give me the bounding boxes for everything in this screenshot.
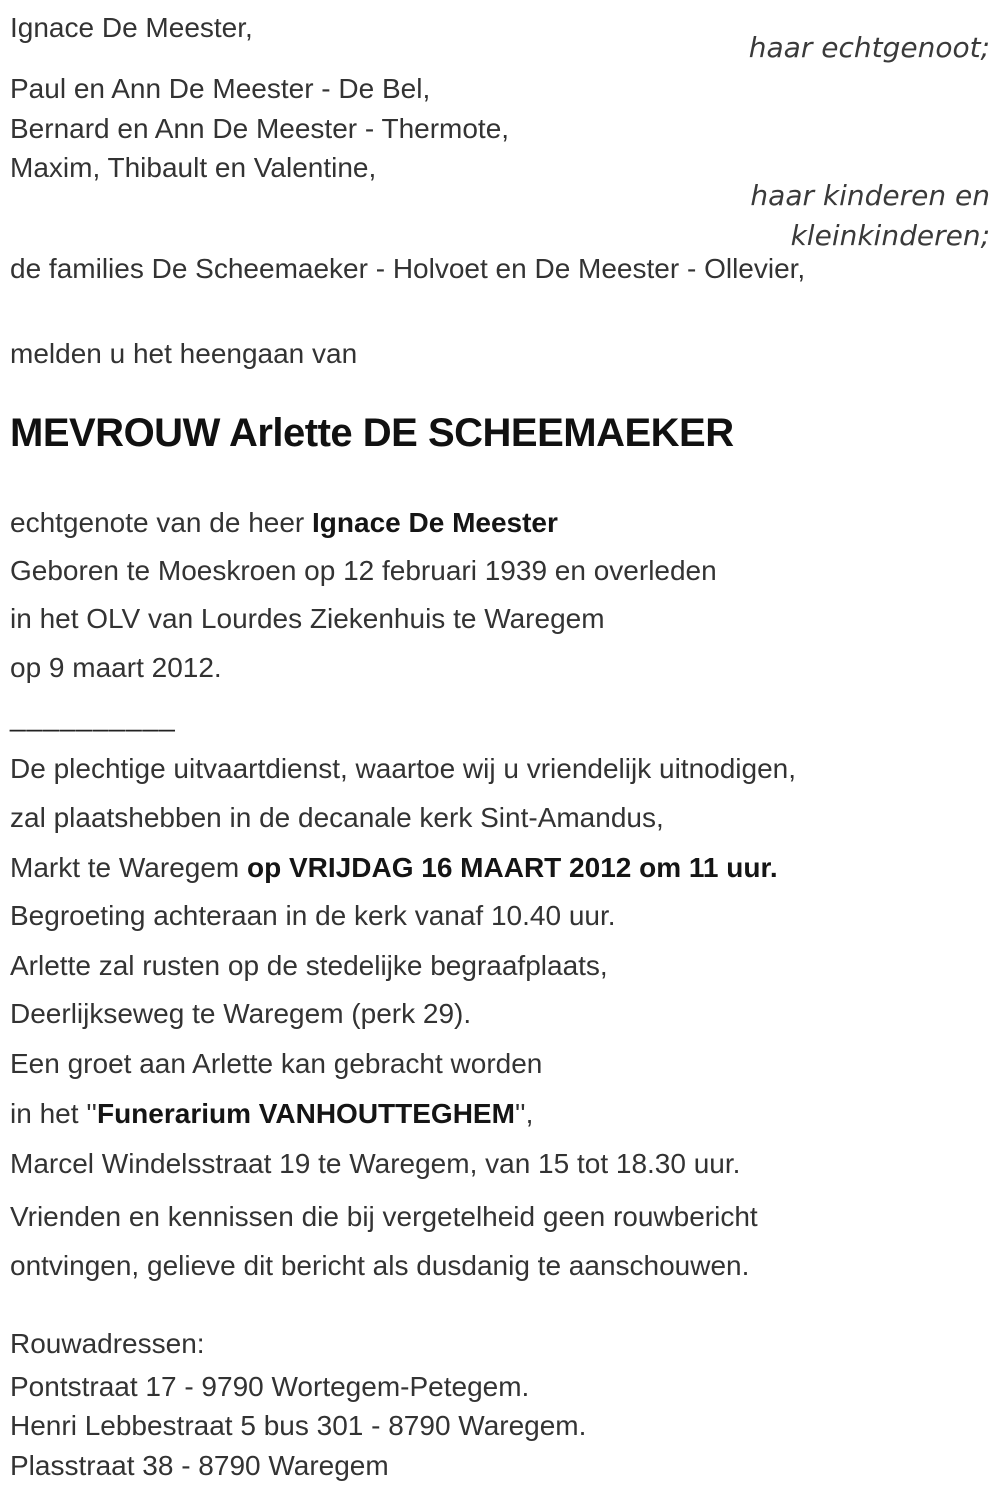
address-line-3: Plasstraat 38 - 8790 Waregem (10, 1450, 389, 1481)
service-line-11: ontvingen, gelieve dit bericht als dusdanig te aanschouwen. (10, 1250, 750, 1281)
service-line-3-prefix: Markt te Waregem (10, 852, 248, 883)
service-line-4: Begroeting achteraan in de kerk vanaf 10.40 uur. (10, 900, 616, 931)
spouse-name-bold: Ignace De Meester (312, 507, 558, 538)
mourner-children-line-1: Paul en Ann De Meester - De Bel, (10, 73, 431, 104)
service-line-8 (10, 1097, 990, 1131)
service-line-5: Arlette zal rusten op de stedelijke begraafplaats, (10, 950, 608, 981)
spouse-line (10, 506, 990, 540)
addresses-label: Rouwadressen: (10, 1328, 205, 1359)
death-date-line: op 9 maart 2012. (10, 652, 222, 683)
deceased-name-heading: MEVROUW Arlette DE SCHEEMAEKER (10, 411, 734, 455)
announcement-line: melden u het heengaan van (10, 338, 358, 369)
mourner-children-line-3: Maxim, Thibault en Valentine, (10, 152, 377, 183)
service-line-1: De plechtige uitvaartdienst, waartoe wij u vriendelijk uitnodigen, (10, 753, 796, 784)
service-line-2: zal plaatshebben in de decanale kerk Sint-Amandus, (10, 802, 664, 833)
service-line-8-suffix: '', (514, 1098, 534, 1129)
mourner-families-line: de families De Scheemaeker - Holvoet en De Meester - Ollevier, (10, 253, 806, 284)
hospital-line: in het OLV van Lourdes Ziekenhuis te Waregem (10, 603, 605, 634)
funeral-home-name-bold: Funerarium VANHOUTTEGHEM (96, 1098, 515, 1129)
service-line-9: Marcel Windelsstraat 19 te Waregem, van 15 tot 18.30 uur. (10, 1148, 741, 1179)
address-line-2: Henri Lebbestraat 5 bus 301 - 8790 Waregem. (10, 1410, 587, 1441)
relation-children-label-1: haar kinderen en (750, 179, 990, 212)
service-date-bold: op VRIJDAG 16 MAART 2012 om 11 uur. (247, 852, 778, 883)
service-line-6: Deerlijkseweg te Waregem (perk 29). (10, 998, 472, 1029)
service-line-3 (10, 851, 990, 885)
mourner-husband-line: Ignace De Meester, (10, 12, 253, 43)
spouse-line-prefix: echtgenote van de heer (10, 507, 313, 538)
service-line-10: Vrienden en kennissen die bij vergetelheid geen rouwbericht (10, 1201, 758, 1232)
separator-line: __________ (10, 701, 176, 732)
birth-line: Geboren te Moeskroen op 12 februari 1939 en overleden (10, 555, 717, 586)
relation-husband-label: haar echtgenoot; (748, 31, 990, 64)
service-line-8-prefix: in het '' (10, 1098, 97, 1129)
service-line-7: Een groet aan Arlette kan gebracht worden (10, 1048, 543, 1079)
relation-children-label-2: kleinkinderen; (790, 219, 990, 252)
mourner-children-line-2: Bernard en Ann De Meester - Thermote, (10, 113, 510, 144)
address-line-1: Pontstraat 17 - 9790 Wortegem-Petegem. (10, 1371, 530, 1402)
